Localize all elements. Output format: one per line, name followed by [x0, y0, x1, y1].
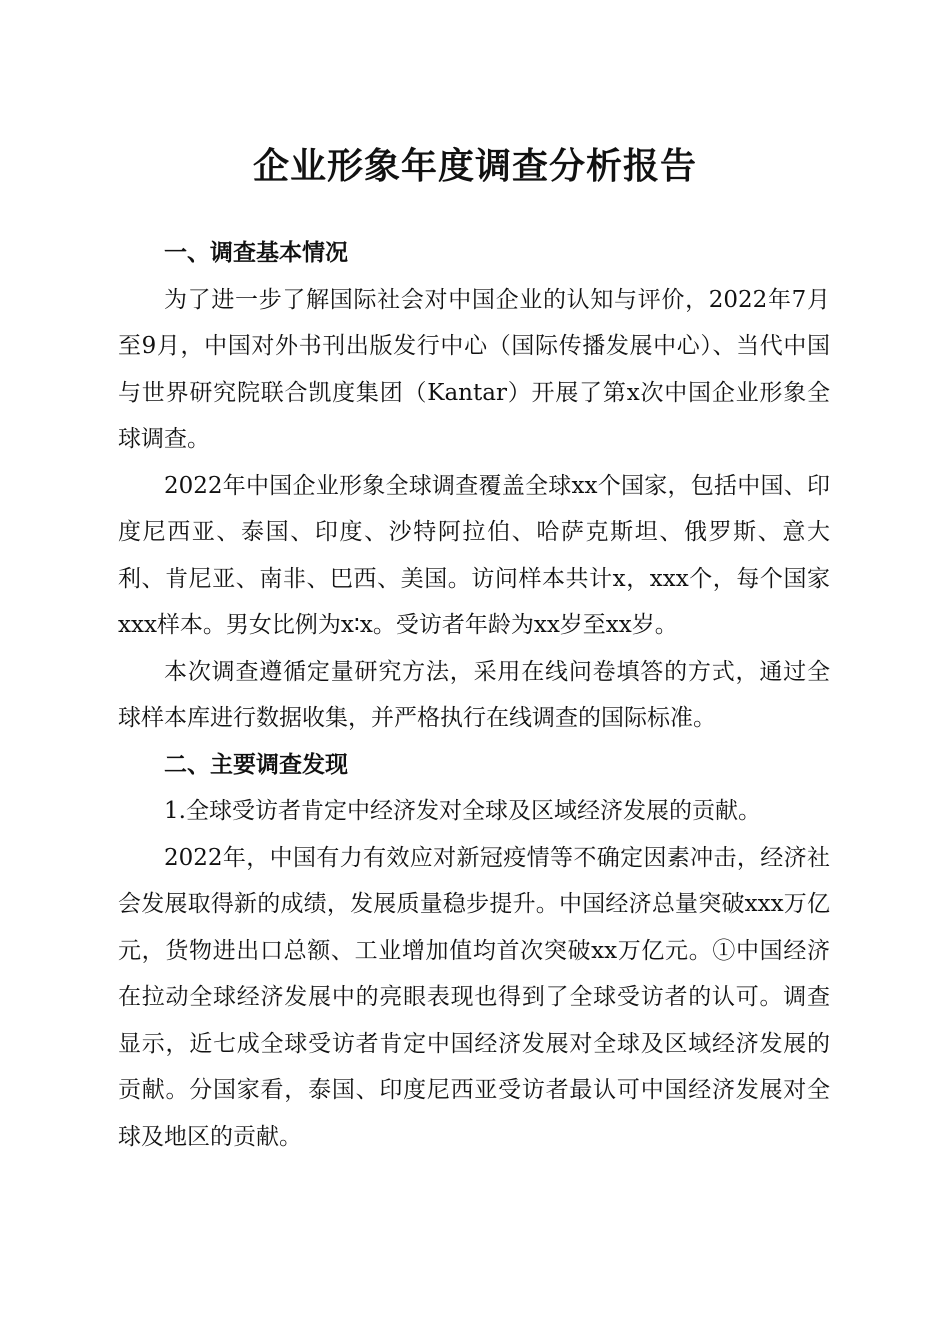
section-heading-survey-overview: 一、调查基本情况 — [164, 240, 348, 266]
paragraph-survey-purpose: 为了进一步了解国际社会对中国企业的认知与评价，2022年7月至9月，中国对外书刊出版发行中心（国际传播发展中心）、当代中国与世界研究院联合凯度集团（Kantar）开展了第x次中国企业形象全球调查。 — [118, 286, 830, 452]
document-body — [118, 230, 830, 1160]
paragraph-finding-1-detail: 2022年，中国有力有效应对新冠疫情等不确定因素冲击，经济社会发展取得新的成绩，发展质量稳步提升。中国经济总量突破xxx万亿元，货物进出口总额、工业增加值均首次突破xx万亿元。①中国经济在拉动全球经济发展中的亮眼表现也得到了全球受访者的认可。调查显示，近七成全球受访者肯定中国经济发展对全球及区域经济发展的贡献。分国家看，泰国、印度尼西亚受访者最认可中国经济发展对全球及地区的贡献。 — [118, 844, 830, 1150]
document-title: 企业形象年度调查分析报告 — [252, 145, 697, 187]
section-heading-main-findings: 二、主要调查发现 — [164, 751, 348, 778]
paragraph-survey-coverage: 2022年中国企业形象全球调查覆盖全球xx个国家，包括中国、印度尼西亚、泰国、印度、沙特阿拉伯、哈萨克斯坦、俄罗斯、意大利、肯尼亚、南非、巴西、美国。访问样本共计x，xxx个，每个国家xxx样本。男女比例为x∶x。受访者年龄为xx岁至xx岁。 — [118, 472, 830, 638]
paragraph-survey-method: 本次调查遵循定量研究方法，采用在线问卷填答的方式，通过全球样本库进行数据收集，并严格执行在线调查的国际标准。 — [118, 658, 830, 731]
paragraph-finding-1: 1.全球受访者肯定中经济发对全球及区域经济发展的贡献。 — [164, 798, 761, 824]
